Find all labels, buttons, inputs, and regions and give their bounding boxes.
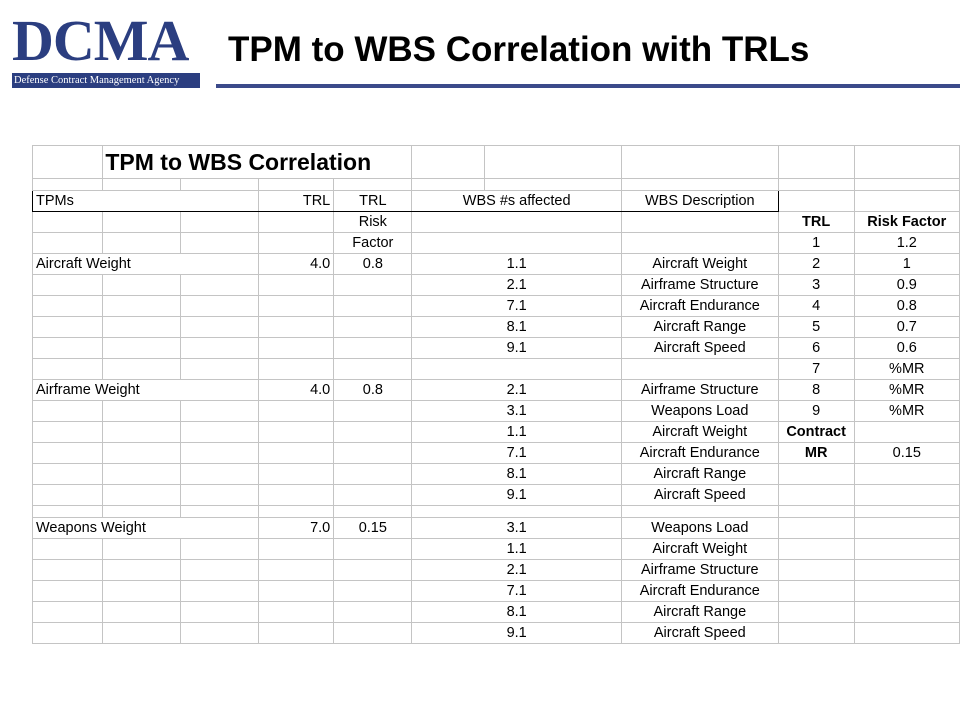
dcma-logo — [8, 10, 200, 88]
logo-wordmark: DCMA — [12, 8, 189, 73]
lookup-factor-cell: 0.6 — [854, 338, 959, 359]
wbs-description: Aircraft Weight — [621, 254, 778, 275]
cell — [258, 581, 334, 602]
cell — [854, 146, 959, 179]
cell — [621, 359, 778, 380]
cell — [181, 464, 259, 485]
cell — [412, 212, 621, 233]
tpm-trl: 4.0 — [258, 380, 334, 401]
cell — [181, 443, 259, 464]
slide-title: TPM to WBS Correlation with TRLs — [228, 30, 810, 69]
tpm-trl: 7.0 — [258, 518, 334, 539]
cell — [103, 359, 181, 380]
cell — [334, 485, 412, 506]
wbs-number: 7.1 — [412, 296, 621, 317]
tpm-name: Aircraft Weight — [33, 254, 259, 275]
cell — [854, 581, 959, 602]
table-row — [33, 581, 960, 602]
lookup-trl-cell: 3 — [778, 275, 854, 296]
cell — [103, 485, 181, 506]
cell — [181, 233, 259, 254]
blank-row — [33, 359, 960, 380]
cell — [33, 401, 103, 422]
lookup-factor-cell: 0.7 — [854, 317, 959, 338]
cell — [334, 602, 412, 623]
table-row — [33, 317, 960, 338]
wbs-description: Aircraft Endurance — [621, 443, 778, 464]
wbs-description: Aircraft Endurance — [621, 296, 778, 317]
lookup-trl-cell: 6 — [778, 338, 854, 359]
cell — [778, 560, 854, 581]
header-wbs-description: WBS Description — [621, 191, 778, 212]
cell — [258, 623, 334, 644]
cell — [258, 443, 334, 464]
cell — [181, 317, 259, 338]
cell — [103, 401, 181, 422]
cell — [103, 623, 181, 644]
cell — [854, 485, 959, 506]
spreadsheet-body — [33, 146, 960, 644]
cell — [181, 506, 259, 518]
lookup-factor-cell: 1.2 — [854, 233, 959, 254]
cell — [103, 212, 181, 233]
cell — [854, 539, 959, 560]
cell — [33, 623, 103, 644]
cell — [334, 539, 412, 560]
wbs-description: Weapons Load — [621, 401, 778, 422]
cell — [103, 560, 181, 581]
table-row — [33, 518, 960, 539]
cell — [412, 359, 621, 380]
wbs-description: Aircraft Range — [621, 602, 778, 623]
cell — [33, 443, 103, 464]
cell — [103, 275, 181, 296]
cell — [33, 146, 103, 179]
cell — [334, 560, 412, 581]
wbs-number: 9.1 — [412, 485, 621, 506]
cell — [181, 560, 259, 581]
cell — [334, 464, 412, 485]
table-row — [33, 602, 960, 623]
wbs-description: Aircraft Range — [621, 464, 778, 485]
lookup-trl-cell: TRL — [778, 212, 854, 233]
lookup-trl-cell: 2 — [778, 254, 854, 275]
cell — [258, 602, 334, 623]
cell — [854, 560, 959, 581]
cell — [33, 233, 103, 254]
cell — [181, 539, 259, 560]
cell — [258, 212, 334, 233]
sheet-title: TPM to WBS Correlation — [103, 146, 412, 179]
cell — [621, 179, 778, 191]
wbs-number: 7.1 — [412, 443, 621, 464]
cell — [33, 422, 103, 443]
cell — [778, 539, 854, 560]
wbs-number: 9.1 — [412, 623, 621, 644]
wbs-description: Airframe Structure — [621, 380, 778, 401]
cell — [181, 422, 259, 443]
wbs-number: 1.1 — [412, 254, 621, 275]
cell — [33, 581, 103, 602]
wbs-number: 8.1 — [412, 602, 621, 623]
cell — [103, 539, 181, 560]
risk-row — [33, 212, 960, 233]
wbs-description: Aircraft Speed — [621, 623, 778, 644]
cell — [258, 296, 334, 317]
lookup-factor-cell: 1 — [854, 254, 959, 275]
lookup-factor-cell: %MR — [854, 359, 959, 380]
cell — [334, 317, 412, 338]
cell — [334, 275, 412, 296]
spacer-row — [33, 506, 960, 518]
cell — [621, 146, 778, 179]
cell — [484, 179, 621, 191]
cell — [258, 506, 334, 518]
lookup-factor-cell: Risk Factor — [854, 212, 959, 233]
cell — [778, 506, 854, 518]
lookup-trl-cell: 7 — [778, 359, 854, 380]
wbs-number: 7.1 — [412, 581, 621, 602]
wbs-number: 8.1 — [412, 317, 621, 338]
cell — [181, 212, 259, 233]
cell — [854, 506, 959, 518]
wbs-description: Aircraft Speed — [621, 485, 778, 506]
tpm-risk-factor: 0.8 — [334, 380, 412, 401]
tpm-risk-factor: 0.8 — [334, 254, 412, 275]
cell — [778, 581, 854, 602]
cell — [103, 506, 181, 518]
cell — [854, 179, 959, 191]
cell — [33, 485, 103, 506]
cell — [33, 212, 103, 233]
cell — [778, 146, 854, 179]
wbs-description: Aircraft Endurance — [621, 581, 778, 602]
cell — [103, 443, 181, 464]
lookup-trl-cell: Contract — [778, 422, 854, 443]
cell — [412, 179, 484, 191]
sheet-title-row — [33, 146, 960, 179]
cell — [258, 485, 334, 506]
tpm-risk-factor: 0.15 — [334, 518, 412, 539]
cell — [334, 179, 412, 191]
wbs-number: 8.1 — [412, 464, 621, 485]
wbs-description: Aircraft Speed — [621, 338, 778, 359]
risk-label: Risk — [334, 212, 412, 233]
cell — [181, 275, 259, 296]
cell — [854, 422, 959, 443]
lookup-trl-cell: 4 — [778, 296, 854, 317]
tpm-name: Weapons Weight — [33, 518, 259, 539]
header-trl: TRL — [258, 191, 334, 212]
cell — [33, 338, 103, 359]
table-row — [33, 296, 960, 317]
cell — [181, 401, 259, 422]
tpm-trl: 4.0 — [258, 254, 334, 275]
cell — [412, 233, 621, 254]
table-row — [33, 539, 960, 560]
cell — [181, 602, 259, 623]
wbs-number: 2.1 — [412, 560, 621, 581]
cell — [181, 296, 259, 317]
cell — [181, 338, 259, 359]
wbs-number: 1.1 — [412, 422, 621, 443]
cell — [778, 485, 854, 506]
wbs-description: Airframe Structure — [621, 560, 778, 581]
cell — [854, 602, 959, 623]
cell — [854, 518, 959, 539]
cell — [103, 602, 181, 623]
correlation-spreadsheet — [32, 145, 960, 644]
cell — [334, 359, 412, 380]
cell — [33, 560, 103, 581]
table-row — [33, 254, 960, 275]
table-row — [33, 275, 960, 296]
cell — [334, 296, 412, 317]
cell — [258, 422, 334, 443]
cell — [103, 317, 181, 338]
cell — [854, 623, 959, 644]
wbs-number: 1.1 — [412, 539, 621, 560]
cell — [778, 518, 854, 539]
cell — [778, 191, 854, 212]
wbs-description: Aircraft Weight — [621, 539, 778, 560]
header-tpms: TPMs — [33, 191, 259, 212]
tpm-name: Airframe Weight — [33, 380, 259, 401]
cell — [334, 623, 412, 644]
cell — [334, 338, 412, 359]
cell — [258, 338, 334, 359]
cell — [33, 179, 103, 191]
cell — [854, 191, 959, 212]
cell — [103, 179, 181, 191]
cell — [258, 560, 334, 581]
cell — [33, 296, 103, 317]
column-header-row — [33, 191, 960, 212]
cell — [33, 602, 103, 623]
cell — [621, 212, 778, 233]
wbs-number: 2.1 — [412, 380, 621, 401]
cell — [258, 179, 334, 191]
spacer-row — [33, 179, 960, 191]
header-trl-risk: TRL — [334, 191, 412, 212]
cell — [334, 506, 412, 518]
cell — [103, 581, 181, 602]
table-row — [33, 380, 960, 401]
cell — [181, 179, 259, 191]
cell — [258, 539, 334, 560]
lookup-trl-cell: 1 — [778, 233, 854, 254]
cell — [334, 401, 412, 422]
lookup-factor-cell: %MR — [854, 380, 959, 401]
cell — [621, 506, 778, 518]
wbs-number: 2.1 — [412, 275, 621, 296]
wbs-description: Airframe Structure — [621, 275, 778, 296]
cell — [258, 359, 334, 380]
cell — [103, 296, 181, 317]
cell — [33, 506, 103, 518]
cell — [181, 359, 259, 380]
lookup-trl-cell: 9 — [778, 401, 854, 422]
cell — [778, 623, 854, 644]
cell — [334, 581, 412, 602]
cell — [258, 401, 334, 422]
cell — [103, 422, 181, 443]
cell — [778, 179, 854, 191]
cell — [334, 443, 412, 464]
lookup-trl-cell: 5 — [778, 317, 854, 338]
cell — [258, 464, 334, 485]
cell — [258, 233, 334, 254]
logo-tagline: Defense Contract Management Agency — [14, 75, 180, 86]
lookup-trl-cell: MR — [778, 443, 854, 464]
wbs-number: 3.1 — [412, 401, 621, 422]
table-row — [33, 443, 960, 464]
factor-row — [33, 233, 960, 254]
cell — [33, 317, 103, 338]
lookup-factor-cell: 0.15 — [854, 443, 959, 464]
cell — [103, 233, 181, 254]
wbs-description: Aircraft Weight — [621, 422, 778, 443]
cell — [258, 317, 334, 338]
cell — [33, 359, 103, 380]
cell — [181, 623, 259, 644]
wbs-description: Weapons Load — [621, 518, 778, 539]
wbs-number: 3.1 — [412, 518, 621, 539]
cell — [103, 338, 181, 359]
header-wbs: WBS #s affected — [412, 191, 621, 212]
lookup-trl-cell: 8 — [778, 380, 854, 401]
cell — [181, 581, 259, 602]
lookup-factor-cell: %MR — [854, 401, 959, 422]
cell — [33, 539, 103, 560]
factor-label: Factor — [334, 233, 412, 254]
cell — [103, 464, 181, 485]
cell — [258, 275, 334, 296]
cell — [33, 464, 103, 485]
cell — [412, 506, 621, 518]
table-row — [33, 560, 960, 581]
cell — [412, 146, 484, 179]
cell — [854, 464, 959, 485]
lookup-factor-cell: 0.9 — [854, 275, 959, 296]
cell — [778, 464, 854, 485]
table-row — [33, 623, 960, 644]
cell — [621, 233, 778, 254]
wbs-description: Aircraft Range — [621, 317, 778, 338]
table-row — [33, 464, 960, 485]
cell — [33, 275, 103, 296]
wbs-number: 9.1 — [412, 338, 621, 359]
cell — [334, 422, 412, 443]
title-underline — [216, 84, 960, 88]
table-row — [33, 401, 960, 422]
lookup-factor-cell: 0.8 — [854, 296, 959, 317]
table-row — [33, 485, 960, 506]
table-row — [33, 422, 960, 443]
cell — [181, 485, 259, 506]
cell — [778, 602, 854, 623]
table-row — [33, 338, 960, 359]
cell — [484, 146, 621, 179]
